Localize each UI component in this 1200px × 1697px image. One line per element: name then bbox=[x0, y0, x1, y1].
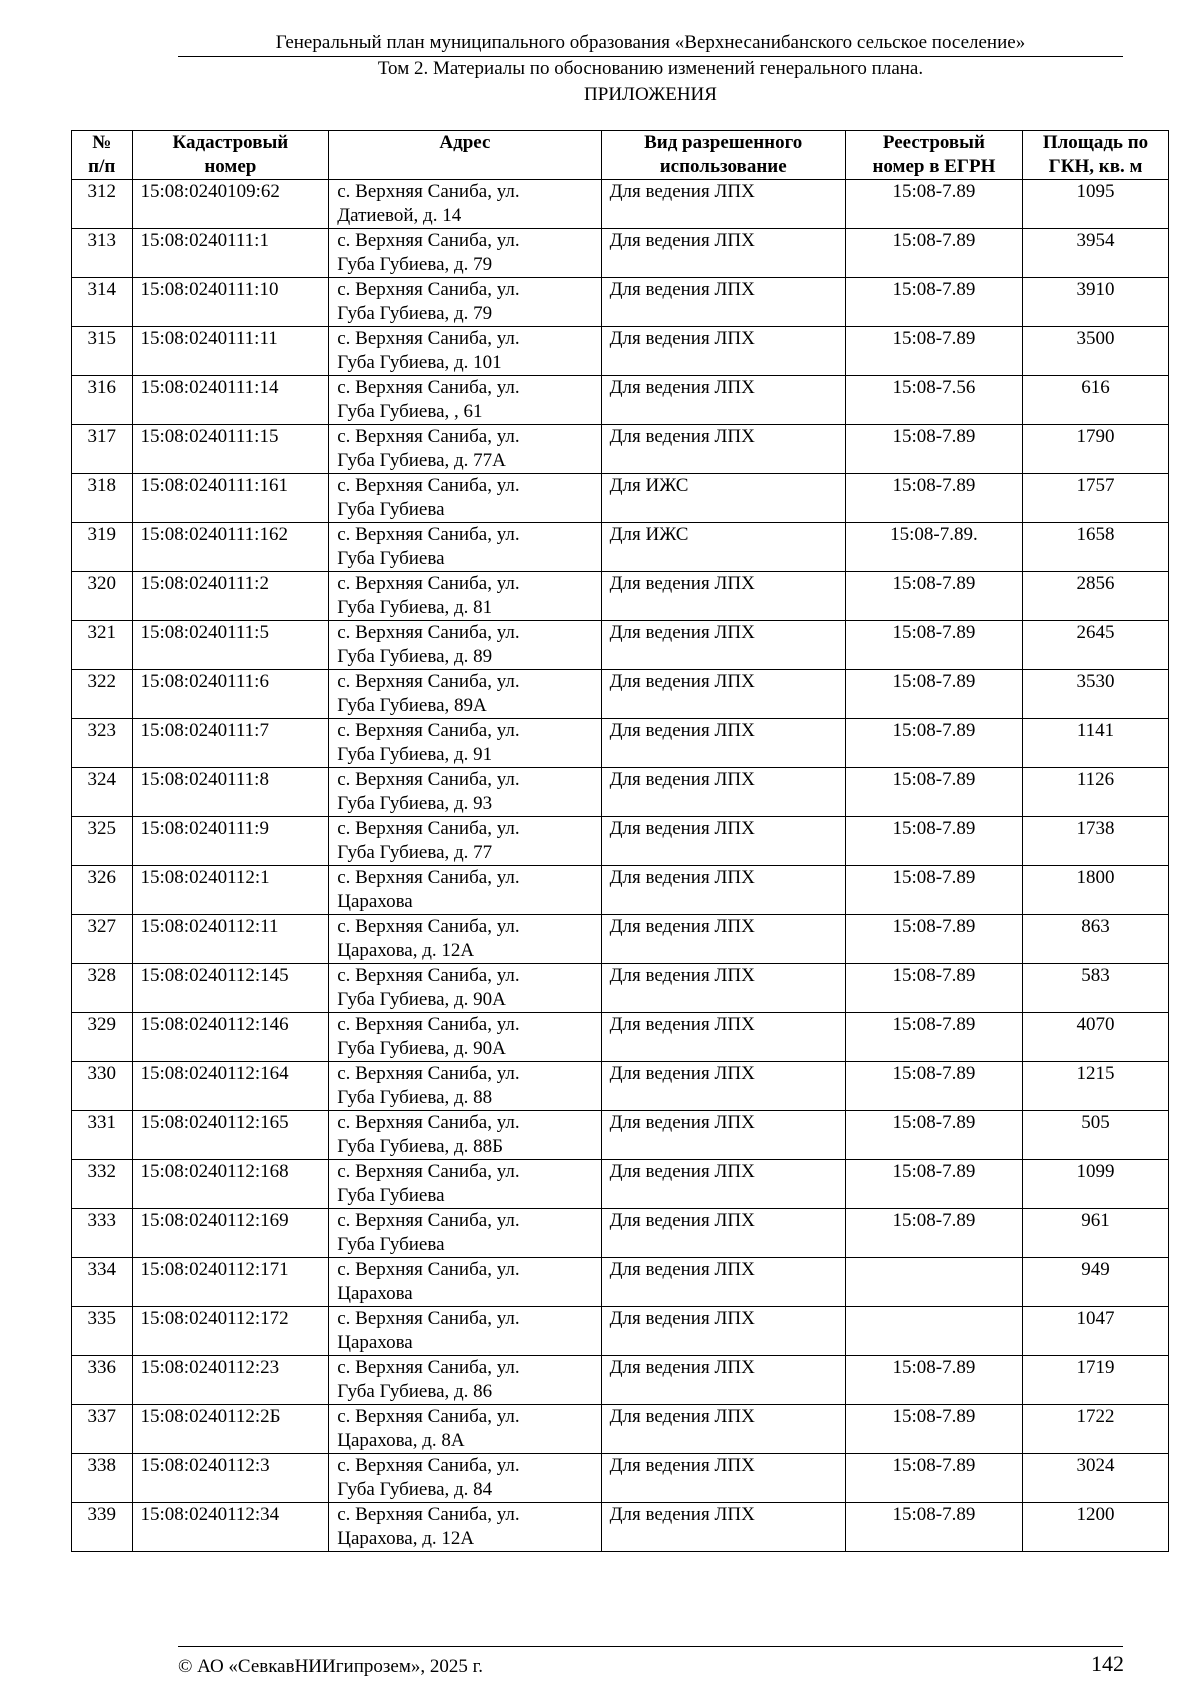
cell-cadastral-number: 15:08:0240112:172 bbox=[132, 1307, 329, 1356]
address-line-1: с. Верхняя Саниба, ул. bbox=[337, 1455, 520, 1476]
table-row bbox=[72, 817, 1169, 866]
address-line-2: Губа Губиева bbox=[337, 499, 445, 520]
cell-number: 312 bbox=[72, 180, 133, 229]
cell-address bbox=[329, 1307, 601, 1356]
address-line-1: с. Верхняя Саниба, ул. bbox=[337, 1161, 520, 1182]
cell-permitted-use: Для ведения ЛПХ bbox=[601, 915, 845, 964]
cell-permitted-use: Для ведения ЛПХ bbox=[601, 376, 845, 425]
cell-cadastral-number: 15:08:0240111:5 bbox=[132, 621, 329, 670]
cell-number: 324 bbox=[72, 768, 133, 817]
table-row bbox=[72, 180, 1169, 229]
cell-number: 318 bbox=[72, 474, 133, 523]
cell-registry-number: 15:08-7.89 bbox=[845, 768, 1022, 817]
address-line-1: с. Верхняя Саниба, ул. bbox=[337, 916, 520, 937]
address-line-1: с. Верхняя Саниба, ул. bbox=[337, 965, 520, 986]
cell-area: 3954 bbox=[1023, 229, 1169, 278]
table-row bbox=[72, 768, 1169, 817]
address-line-2: Царахова bbox=[337, 1332, 413, 1353]
table-row bbox=[72, 1405, 1169, 1454]
cell-permitted-use: Для ведения ЛПХ bbox=[601, 1209, 845, 1258]
address-line-2: Губа Губиева, д. 77А bbox=[337, 450, 506, 471]
cell-number: 323 bbox=[72, 719, 133, 768]
cell-registry-number: 15:08-7.56 bbox=[845, 376, 1022, 425]
page-number: 142 bbox=[1091, 1651, 1124, 1676]
cell-area: 1047 bbox=[1023, 1307, 1169, 1356]
address-line-2: Губа Губиева, д. 81 bbox=[337, 597, 493, 618]
column-header-permitted-use: Вид разрешенного использование bbox=[601, 131, 845, 180]
column-header-cadastral: Кадастровый номер bbox=[132, 131, 329, 180]
cell-area: 505 bbox=[1023, 1111, 1169, 1160]
cell-address bbox=[329, 474, 601, 523]
cell-number: 319 bbox=[72, 523, 133, 572]
table-row bbox=[72, 572, 1169, 621]
cell-registry-number: 15:08-7.89 bbox=[845, 572, 1022, 621]
land-plots-table bbox=[71, 130, 1169, 1552]
address-line-2: Губа Губиева, , 61 bbox=[337, 401, 483, 422]
cell-number: 328 bbox=[72, 964, 133, 1013]
table-row bbox=[72, 229, 1169, 278]
cell-area: 3530 bbox=[1023, 670, 1169, 719]
cell-cadastral-number: 15:08:0240111:14 bbox=[132, 376, 329, 425]
address-line-1: с. Верхняя Саниба, ул. bbox=[337, 769, 520, 790]
table-row bbox=[72, 719, 1169, 768]
cell-area: 583 bbox=[1023, 964, 1169, 1013]
table-row bbox=[72, 1209, 1169, 1258]
cell-area: 1719 bbox=[1023, 1356, 1169, 1405]
address-line-1: с. Верхняя Саниба, ул. bbox=[337, 1112, 520, 1133]
cell-cadastral-number: 15:08:0240111:1 bbox=[132, 229, 329, 278]
cell-address bbox=[329, 1405, 601, 1454]
cell-address bbox=[329, 1209, 601, 1258]
cell-area: 1790 bbox=[1023, 425, 1169, 474]
address-line-1: с. Верхняя Саниба, ул. bbox=[337, 181, 520, 202]
cell-registry-number: 15:08-7.89 bbox=[845, 1062, 1022, 1111]
address-line-1: с. Верхняя Саниба, ул. bbox=[337, 1504, 520, 1525]
address-line-2: Датиевой, д. 14 bbox=[337, 205, 462, 226]
address-line-1: с. Верхняя Саниба, ул. bbox=[337, 524, 520, 545]
cell-registry-number: 15:08-7.89 bbox=[845, 866, 1022, 915]
cell-registry-number: 15:08-7.89 bbox=[845, 1013, 1022, 1062]
table-row bbox=[72, 1356, 1169, 1405]
address-line-1: с. Верхняя Саниба, ул. bbox=[337, 1406, 520, 1427]
cell-permitted-use: Для ведения ЛПХ bbox=[601, 1111, 845, 1160]
cell-permitted-use: Для ведения ЛПХ bbox=[601, 1160, 845, 1209]
address-line-2: Царахова, д. 12А bbox=[337, 940, 475, 961]
cell-address bbox=[329, 572, 601, 621]
cell-registry-number: 15:08-7.89 bbox=[845, 327, 1022, 376]
cell-registry-number: 15:08-7.89 bbox=[845, 1356, 1022, 1405]
table-row bbox=[72, 1013, 1169, 1062]
cell-number: 331 bbox=[72, 1111, 133, 1160]
cell-registry-number: 15:08-7.89 bbox=[845, 229, 1022, 278]
cell-permitted-use: Для ведения ЛПХ bbox=[601, 768, 845, 817]
cell-number: 333 bbox=[72, 1209, 133, 1258]
cell-number: 336 bbox=[72, 1356, 133, 1405]
table-row bbox=[72, 866, 1169, 915]
table-row bbox=[72, 278, 1169, 327]
cell-number: 315 bbox=[72, 327, 133, 376]
cell-address bbox=[329, 817, 601, 866]
cell-registry-number: 15:08-7.89 bbox=[845, 1405, 1022, 1454]
cell-address bbox=[329, 964, 601, 1013]
cell-area: 4070 bbox=[1023, 1013, 1169, 1062]
cell-permitted-use: Для ведения ЛПХ bbox=[601, 1405, 845, 1454]
cell-area: 863 bbox=[1023, 915, 1169, 964]
cell-address bbox=[329, 523, 601, 572]
cell-address bbox=[329, 768, 601, 817]
address-line-2: Губа Губиева, д. 84 bbox=[337, 1479, 493, 1500]
cell-address bbox=[329, 1111, 601, 1160]
table-row bbox=[72, 474, 1169, 523]
address-line-2: Губа Губиева, д. 79 bbox=[337, 303, 493, 324]
address-line-2: Губа Губиева, д. 91 bbox=[337, 744, 493, 765]
cell-cadastral-number: 15:08:0240112:1 bbox=[132, 866, 329, 915]
cell-permitted-use: Для ведения ЛПХ bbox=[601, 719, 845, 768]
table-row bbox=[72, 1258, 1169, 1307]
cell-address bbox=[329, 621, 601, 670]
cell-number: 316 bbox=[72, 376, 133, 425]
address-line-1: с. Верхняя Саниба, ул. bbox=[337, 328, 520, 349]
cell-number: 332 bbox=[72, 1160, 133, 1209]
address-line-2: Губа Губиева, д. 77 bbox=[337, 842, 493, 863]
cell-cadastral-number: 15:08:0240112:171 bbox=[132, 1258, 329, 1307]
column-header-registry: Реестровый номер в ЕГРН bbox=[845, 131, 1022, 180]
cell-area: 1738 bbox=[1023, 817, 1169, 866]
cell-number: 338 bbox=[72, 1454, 133, 1503]
cell-registry-number: 15:08-7.89 bbox=[845, 817, 1022, 866]
cell-cadastral-number: 15:08:0240112:165 bbox=[132, 1111, 329, 1160]
cell-cadastral-number: 15:08:0240112:146 bbox=[132, 1013, 329, 1062]
cell-permitted-use: Для ведения ЛПХ bbox=[601, 425, 845, 474]
cell-address bbox=[329, 327, 601, 376]
cell-cadastral-number: 15:08:0240111:6 bbox=[132, 670, 329, 719]
cell-number: 326 bbox=[72, 866, 133, 915]
cell-registry-number: 15:08-7.89 bbox=[845, 964, 1022, 1013]
address-line-2: Царахова bbox=[337, 891, 413, 912]
cell-registry-number: 15:08-7.89 bbox=[845, 180, 1022, 229]
cell-permitted-use: Для ведения ЛПХ bbox=[601, 1454, 845, 1503]
cell-number: 314 bbox=[72, 278, 133, 327]
table-row bbox=[72, 964, 1169, 1013]
cell-registry-number: 15:08-7.89 bbox=[845, 1111, 1022, 1160]
cell-permitted-use: Для ведения ЛПХ bbox=[601, 964, 845, 1013]
address-line-1: с. Верхняя Саниба, ул. bbox=[337, 377, 520, 398]
cell-cadastral-number: 15:08:0240112:23 bbox=[132, 1356, 329, 1405]
cell-registry-number: 15:08-7.89 bbox=[845, 1160, 1022, 1209]
cell-cadastral-number: 15:08:0240112:11 bbox=[132, 915, 329, 964]
cell-number: 325 bbox=[72, 817, 133, 866]
cell-address bbox=[329, 1454, 601, 1503]
cell-address bbox=[329, 376, 601, 425]
cell-area: 2645 bbox=[1023, 621, 1169, 670]
cell-registry-number: 15:08-7.89 bbox=[845, 1503, 1022, 1552]
cell-cadastral-number: 15:08:0240112:34 bbox=[132, 1503, 329, 1552]
cell-area: 1126 bbox=[1023, 768, 1169, 817]
address-line-2: Губа Губиева, 89А bbox=[337, 695, 487, 716]
cell-area: 2856 bbox=[1023, 572, 1169, 621]
address-line-1: с. Верхняя Саниба, ул. bbox=[337, 720, 520, 741]
table-row bbox=[72, 1307, 1169, 1356]
cell-address bbox=[329, 670, 601, 719]
address-line-1: с. Верхняя Саниба, ул. bbox=[337, 426, 520, 447]
address-line-2: Губа Губиева, д. 88 bbox=[337, 1087, 493, 1108]
cell-cadastral-number: 15:08:0240111:162 bbox=[132, 523, 329, 572]
address-line-2: Царахова bbox=[337, 1283, 413, 1304]
cell-permitted-use: Для ведения ЛПХ bbox=[601, 866, 845, 915]
address-line-1: с. Верхняя Саниба, ул. bbox=[337, 230, 520, 251]
cell-area: 3024 bbox=[1023, 1454, 1169, 1503]
cell-registry-number bbox=[845, 1307, 1022, 1356]
cell-registry-number: 15:08-7.89 bbox=[845, 278, 1022, 327]
cell-area: 616 bbox=[1023, 376, 1169, 425]
address-line-1: с. Верхняя Саниба, ул. bbox=[337, 1063, 520, 1084]
cell-permitted-use: Для ведения ЛПХ bbox=[601, 621, 845, 670]
address-line-1: с. Верхняя Саниба, ул. bbox=[337, 622, 520, 643]
cell-address bbox=[329, 1062, 601, 1111]
cell-address bbox=[329, 1356, 601, 1405]
address-line-2: Губа Губиева, д. 86 bbox=[337, 1381, 493, 1402]
column-header-number: № п/п bbox=[72, 131, 133, 180]
cell-registry-number: 15:08-7.89 bbox=[845, 474, 1022, 523]
column-header-area: Площадь по ГКН, кв. м bbox=[1023, 131, 1169, 180]
cell-permitted-use: Для ведения ЛПХ bbox=[601, 572, 845, 621]
address-line-2: Губа Губиева bbox=[337, 1234, 445, 1255]
cell-number: 334 bbox=[72, 1258, 133, 1307]
cell-number: 313 bbox=[72, 229, 133, 278]
cell-area: 3500 bbox=[1023, 327, 1169, 376]
section-title: ПРИЛОЖЕНИЯ bbox=[584, 84, 717, 105]
cell-registry-number bbox=[845, 1258, 1022, 1307]
table-row bbox=[72, 1503, 1169, 1552]
cell-address bbox=[329, 180, 601, 229]
cell-area: 1800 bbox=[1023, 866, 1169, 915]
address-line-2: Царахова, д. 12А bbox=[337, 1528, 475, 1549]
cell-number: 335 bbox=[72, 1307, 133, 1356]
cell-registry-number: 15:08-7.89 bbox=[845, 719, 1022, 768]
cell-area: 1200 bbox=[1023, 1503, 1169, 1552]
cell-permitted-use: Для ИЖС bbox=[601, 523, 845, 572]
cell-cadastral-number: 15:08:0240112:2Б bbox=[132, 1405, 329, 1454]
cell-area: 1215 bbox=[1023, 1062, 1169, 1111]
cell-permitted-use: Для ведения ЛПХ bbox=[601, 1258, 845, 1307]
cell-cadastral-number: 15:08:0240111:9 bbox=[132, 817, 329, 866]
cell-address bbox=[329, 425, 601, 474]
cell-permitted-use: Для ведения ЛПХ bbox=[601, 1307, 845, 1356]
address-line-2: Губа Губиева, д. 101 bbox=[337, 352, 502, 373]
address-line-1: с. Верхняя Саниба, ул. bbox=[337, 867, 520, 888]
address-line-2: Губа Губиева, д. 88Б bbox=[337, 1136, 504, 1157]
cell-registry-number: 15:08-7.89 bbox=[845, 621, 1022, 670]
cell-number: 330 bbox=[72, 1062, 133, 1111]
cell-address bbox=[329, 1160, 601, 1209]
address-line-2: Губа Губиева, д. 90А bbox=[337, 1038, 506, 1059]
address-line-2: Губа Губиева bbox=[337, 1185, 445, 1206]
footer-divider bbox=[178, 1646, 1123, 1647]
table-row bbox=[72, 915, 1169, 964]
cell-address bbox=[329, 229, 601, 278]
table-row bbox=[72, 621, 1169, 670]
table-row bbox=[72, 425, 1169, 474]
cell-permitted-use: Для ведения ЛПХ bbox=[601, 1503, 845, 1552]
table-row bbox=[72, 1111, 1169, 1160]
cell-number: 339 bbox=[72, 1503, 133, 1552]
cell-cadastral-number: 15:08:0240112:168 bbox=[132, 1160, 329, 1209]
cell-permitted-use: Для ведения ЛПХ bbox=[601, 1013, 845, 1062]
cell-registry-number: 15:08-7.89 bbox=[845, 1454, 1022, 1503]
cell-number: 317 bbox=[72, 425, 133, 474]
cell-address bbox=[329, 866, 601, 915]
address-line-1: с. Верхняя Саниба, ул. bbox=[337, 573, 520, 594]
table-row bbox=[72, 1454, 1169, 1503]
table-row bbox=[72, 376, 1169, 425]
cell-registry-number: 15:08-7.89 bbox=[845, 670, 1022, 719]
cell-address bbox=[329, 1013, 601, 1062]
cell-cadastral-number: 15:08:0240111:2 bbox=[132, 572, 329, 621]
cell-registry-number: 15:08-7.89 bbox=[845, 915, 1022, 964]
cell-cadastral-number: 15:08:0240112:164 bbox=[132, 1062, 329, 1111]
address-line-2: Губа Губиева, д. 90А bbox=[337, 989, 506, 1010]
cell-permitted-use: Для ведения ЛПХ bbox=[601, 180, 845, 229]
cell-registry-number: 15:08-7.89. bbox=[845, 523, 1022, 572]
cell-permitted-use: Для ведения ЛПХ bbox=[601, 817, 845, 866]
table-row bbox=[72, 327, 1169, 376]
cell-registry-number: 15:08-7.89 bbox=[845, 1209, 1022, 1258]
footer-copyright: © АО «СевкавНИИгипрозем», 2025 г. bbox=[178, 1656, 483, 1677]
cell-cadastral-number: 15:08:0240112:3 bbox=[132, 1454, 329, 1503]
cell-permitted-use: Для ИЖС bbox=[601, 474, 845, 523]
cell-area: 3910 bbox=[1023, 278, 1169, 327]
address-line-1: с. Верхняя Саниба, ул. bbox=[337, 1014, 520, 1035]
column-header-address: Адрес bbox=[329, 131, 601, 180]
cell-cadastral-number: 15:08:0240111:10 bbox=[132, 278, 329, 327]
cell-area: 1095 bbox=[1023, 180, 1169, 229]
table-row bbox=[72, 523, 1169, 572]
cell-permitted-use: Для ведения ЛПХ bbox=[601, 327, 845, 376]
cell-number: 320 bbox=[72, 572, 133, 621]
cell-cadastral-number: 15:08:0240112:145 bbox=[132, 964, 329, 1013]
address-line-1: с. Верхняя Саниба, ул. bbox=[337, 818, 520, 839]
volume-title: Том 2. Материалы по обоснованию изменений генерального плана. bbox=[377, 58, 924, 79]
address-line-2: Царахова, д. 8А bbox=[337, 1430, 465, 1451]
cell-registry-number: 15:08-7.89 bbox=[845, 425, 1022, 474]
address-line-1: с. Верхняя Саниба, ул. bbox=[337, 1210, 520, 1231]
cell-address bbox=[329, 1503, 601, 1552]
cell-area: 961 bbox=[1023, 1209, 1169, 1258]
address-line-1: с. Верхняя Саниба, ул. bbox=[337, 1308, 520, 1329]
address-line-1: с. Верхняя Саниба, ул. bbox=[337, 279, 520, 300]
cell-cadastral-number: 15:08:0240111:8 bbox=[132, 768, 329, 817]
cell-permitted-use: Для ведения ЛПХ bbox=[601, 278, 845, 327]
cell-number: 321 bbox=[72, 621, 133, 670]
cell-area: 1099 bbox=[1023, 1160, 1169, 1209]
cell-permitted-use: Для ведения ЛПХ bbox=[601, 1356, 845, 1405]
table-row bbox=[72, 1062, 1169, 1111]
cell-number: 337 bbox=[72, 1405, 133, 1454]
cell-cadastral-number: 15:08:0240111:15 bbox=[132, 425, 329, 474]
cell-cadastral-number: 15:08:0240112:169 bbox=[132, 1209, 329, 1258]
address-line-1: с. Верхняя Саниба, ул. bbox=[337, 475, 520, 496]
cell-address bbox=[329, 915, 601, 964]
cell-address bbox=[329, 278, 601, 327]
cell-area: 1757 bbox=[1023, 474, 1169, 523]
cell-cadastral-number: 15:08:0240111:161 bbox=[132, 474, 329, 523]
address-line-2: Губа Губиева, д. 89 bbox=[337, 646, 493, 667]
cell-address bbox=[329, 1258, 601, 1307]
cell-permitted-use: Для ведения ЛПХ bbox=[601, 1062, 845, 1111]
address-line-1: с. Верхняя Саниба, ул. bbox=[337, 1357, 520, 1378]
document-title: Генеральный план муниципального образования «Верхнесанибанского сельское поселение» bbox=[275, 32, 1026, 53]
cell-area: 949 bbox=[1023, 1258, 1169, 1307]
cell-number: 329 bbox=[72, 1013, 133, 1062]
cell-area: 1141 bbox=[1023, 719, 1169, 768]
cell-permitted-use: Для ведения ЛПХ bbox=[601, 670, 845, 719]
cell-area: 1658 bbox=[1023, 523, 1169, 572]
address-line-2: Губа Губиева, д. 79 bbox=[337, 254, 493, 275]
cell-area: 1722 bbox=[1023, 1405, 1169, 1454]
header-divider bbox=[178, 56, 1123, 57]
cell-cadastral-number: 15:08:0240111:11 bbox=[132, 327, 329, 376]
address-line-1: с. Верхняя Саниба, ул. bbox=[337, 1259, 520, 1280]
cell-number: 327 bbox=[72, 915, 133, 964]
cell-address bbox=[329, 719, 601, 768]
table-row bbox=[72, 670, 1169, 719]
cell-permitted-use: Для ведения ЛПХ bbox=[601, 229, 845, 278]
table-row bbox=[72, 1160, 1169, 1209]
address-line-1: с. Верхняя Саниба, ул. bbox=[337, 671, 520, 692]
cell-cadastral-number: 15:08:0240111:7 bbox=[132, 719, 329, 768]
cell-cadastral-number: 15:08:0240109:62 bbox=[132, 180, 329, 229]
address-line-2: Губа Губиева bbox=[337, 548, 445, 569]
address-line-2: Губа Губиева, д. 93 bbox=[337, 793, 493, 814]
table-header-row bbox=[72, 131, 1169, 180]
cell-number: 322 bbox=[72, 670, 133, 719]
